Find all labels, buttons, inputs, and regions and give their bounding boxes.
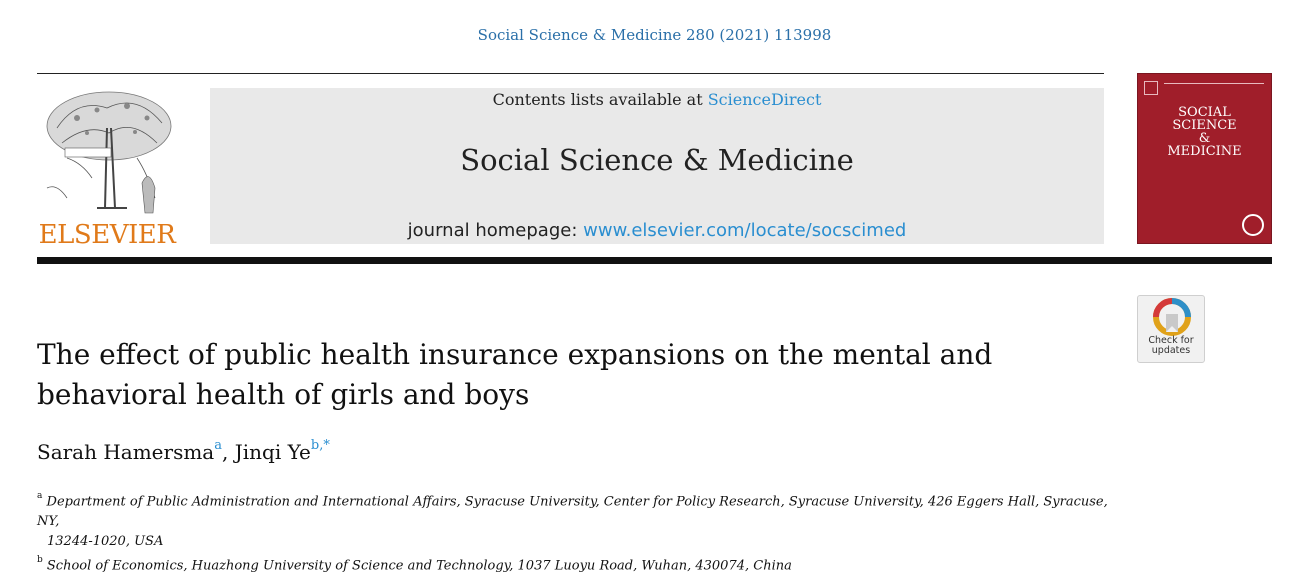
contents-prefix: Contents lists available at bbox=[492, 90, 708, 109]
badge-line-2: updates bbox=[1151, 345, 1191, 356]
homepage-prefix: journal homepage: bbox=[407, 220, 584, 241]
cover-line-1: SOCIAL bbox=[1178, 105, 1231, 120]
journal-title: Social Science & Medicine bbox=[460, 143, 854, 177]
cover-rule bbox=[1164, 83, 1264, 84]
author-separator: , bbox=[222, 440, 235, 464]
title-line-1: The effect of public health insurance expansions on the mental and bbox=[37, 338, 993, 371]
affiliation-item bbox=[37, 488, 1117, 532]
badge-line-1: Check for bbox=[1148, 335, 1194, 346]
header-divider bbox=[37, 73, 1104, 74]
cover-line-2: SCIENCE bbox=[1172, 118, 1237, 133]
journal-citation[interactable]: Social Science & Medicine 280 (2021) 113998 bbox=[477, 26, 832, 44]
header-bottom-rule bbox=[37, 257, 1272, 264]
cover-line-3: & bbox=[1198, 131, 1211, 146]
journal-cover[interactable] bbox=[1137, 73, 1272, 244]
author-name[interactable]: Sarah Hamersma bbox=[37, 440, 215, 464]
corresponding-author-mark[interactable]: * bbox=[323, 438, 330, 454]
journal-homepage bbox=[210, 220, 1104, 241]
author-name[interactable]: Jinqi Ye bbox=[234, 440, 311, 464]
homepage-link[interactable]: www.elsevier.com/locate/socscimed bbox=[583, 220, 907, 241]
affiliation-item-cont: 13244-1020, USA bbox=[47, 534, 164, 550]
sciencedirect-link[interactable]: ScienceDirect bbox=[707, 90, 822, 109]
affiliation-label: a bbox=[37, 491, 43, 501]
cover-seal-icon bbox=[1242, 214, 1264, 236]
affiliations bbox=[37, 488, 1117, 577]
affiliation-mark[interactable]: a bbox=[214, 438, 222, 454]
title-line-2: behavioral health of girls and boys bbox=[37, 378, 530, 411]
affiliation-mark-b[interactable]: b, bbox=[310, 438, 324, 454]
crossmark-icon bbox=[1138, 296, 1206, 338]
cover-publisher-icon bbox=[1144, 81, 1158, 95]
article-title bbox=[37, 335, 1037, 415]
check-for-updates-button[interactable] bbox=[1137, 295, 1205, 363]
affiliation-text: Department of Public Administration and International Affairs, Syracuse University, Center for Policy Research, Syracuse University, 426 Eggers Hall, Syracuse, NY, bbox=[37, 494, 1108, 530]
journal-banner bbox=[210, 88, 1104, 244]
contents-line bbox=[210, 90, 1104, 109]
cover-title bbox=[1138, 106, 1271, 158]
elsevier-wordmark: ELSEVIER bbox=[38, 220, 176, 250]
check-for-updates-label bbox=[1138, 336, 1204, 356]
affiliation-text: School of Economics, Huazhong University of Science and Technology, 1037 Luoyu Road, Wuhan, 430074, China bbox=[46, 558, 792, 574]
affiliation-mark[interactable] bbox=[311, 438, 330, 453]
affiliation-item bbox=[37, 552, 1117, 576]
affiliation-label: b bbox=[37, 555, 43, 566]
author-list bbox=[37, 440, 330, 464]
cover-line-4: MEDICINE bbox=[1167, 144, 1242, 159]
